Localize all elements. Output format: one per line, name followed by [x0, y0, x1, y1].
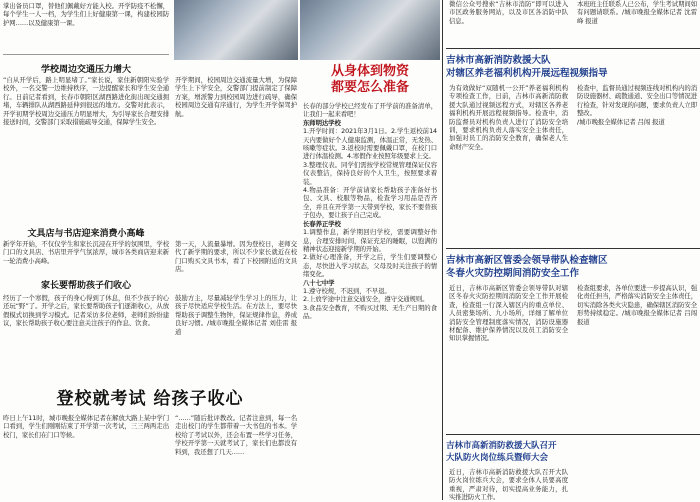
divider: [446, 434, 700, 435]
section-heading: 学校周边交通压力增大: [40, 65, 131, 75]
school-gate-photo: [300, 0, 440, 60]
school-gate-photo: [174, 0, 298, 60]
story-headline-line2: 对辖区养老福利机构开展远程视频指导: [446, 68, 608, 79]
divider: [446, 48, 700, 49]
article-text: 近日，吉林市高新区管委会领导带队对辖区冬春火灾防控期间消防安全工作开展检查，检查组一行深入辖区内的重点单位、人员密集场所、九小场所，详细了解单位消防安全管理制度落实情况，消防设施器材配备、维护保养情况以及员工消防安全知识掌握情况。: [449, 284, 568, 343]
article-text: 3.整理仪表。同学们需按学校常规管理保证仪容仪表整洁，保持良好的个人卫生，按照要求着装。: [303, 160, 437, 186]
article-text: 昨日上午11时，城市晚报全媒体记者在解放大路上某中学门口看到，学生们刚刚结束了开学第一次考试，三三两两走出校门，家长们在门口等候。: [3, 414, 169, 439]
subsection-heading: 八十七中学: [303, 278, 335, 287]
divider: [446, 248, 700, 249]
story-headline: [446, 254, 700, 280]
article-text: “……”随后批评教改。记者注意到，每一名走出校门的学生都带着一大书包的书本。学校给了考试以外，还会布置一些学习任务，学校开学第一天就考试了，家长们也都没有料到，我还想了几天……: [175, 414, 297, 456]
column-feature: [300, 0, 440, 500]
feature-title-line2: 都要怎么准备: [330, 80, 409, 95]
article-text: 3.食品安全教育，不购买过期、无生产日期的食品。: [303, 303, 437, 321]
article-text: 2.上放学途中注意交通安全，遵守交通规则。: [303, 295, 429, 304]
story-headline-line1: 吉林市高新区管委会领导带队检查辖区: [446, 255, 608, 266]
subsection-heading: 长春养正学校: [303, 219, 341, 228]
article-text: 为有效做好“双随机一公开”养老福利机构专项检查工作，日前，吉林市高新消防救援大队通过视频远程方式，对辖区各养老福利机构开展远程视频指导。检查中，消防监督员对机构负责人进行了消防安全培训，要求机构负责人落实安全主体责任，加强对员工的消防安全教育，确保老人生命财产安全。: [449, 84, 568, 151]
story-headline-line2: 大队防火岗位练兵暨师大会: [446, 453, 549, 463]
feature-title: [300, 64, 440, 96]
article-text: 第一天，人流量暴增。因为登校日，老师交代了新学期的要求，所以不少家长就近在校门口购买文具书本，看了下校园附近的文具店。: [175, 240, 297, 274]
article-text: 长春的部分学校已经发布了开学前的准备清单，让我们一起来看吧！: [303, 102, 437, 119]
byline: /城市晚报全媒体记者 吕闯 报道: [577, 117, 665, 126]
article-text: 1.开学时间：2021年3月1日。2.学生返校前14天内要做好个人健康监测，体温正常，无发热、咳嗽等症状。3.返校时需要佩戴口罩，在校门口进行体温检测。4.寒假作业按照年级要求上交。: [303, 127, 437, 161]
article-text: 1.调整作息，新学期回归学校，需要调整好作息，合理安排时间，保证充足的睡眠，以饱满的精神状态迎接新学期的开始。: [303, 228, 437, 253]
article-text: 1.遵守校规，不迟到，不早退。: [303, 286, 391, 295]
article-text: 4.物品准备：开学前请家长帮助孩子准备好书包、文具、校服等物品，检查学习用品是否齐全，并且在开学第一天带到学校，家长不要替孩子包办，要让孩子自己完成。: [303, 186, 437, 220]
article-text: 新学年开始，不仅仅学生和家长沉浸在开学的氛围里，学校门口的文具店、书店里开学气氛浓厚，城市各类商店迎来新一轮消费小高峰。: [3, 240, 169, 265]
column-right: [446, 0, 700, 500]
story-headline: [446, 54, 700, 80]
article-text: 检查中，监督员通过视频连线对机构内的消防设施器材、疏散通道、安全出口等情况进行检查，针对发现的问题，要求负责人立即整改。: [577, 84, 697, 118]
article-text: 本班班主任联系人已公布，学生考试期间如有问题请联系。/城市晚报全媒体记者 沈雷峰 报道: [577, 0, 697, 25]
article-text: 经历了一个寒假，孩子的身心得到了休息，但不少孩子的心还玩“野”了。开学之后，家长要帮助孩子们逐渐收心，从放假模式切换到学习模式。记者采访多位老师，老师们纷纷建议，家长帮助孩子收心要注意关注孩子的作息、饮食。: [3, 294, 169, 328]
article-text: “自从开学后，路上明显堵了。”家长说，家住新朝阳实验学校外，一名交警一边维持秩序，一边提醒家长和学生安全通行。日前记者看到，长春市朝阳区湖西路进化街出现交通拥堵，车辆排队从湖西路延伸到很远的地方。交警对此表示，开学初期学校周边交通压力明显增大，为引导家长合理安排接送时间，交警部门采取措施疏导交通，保障学生安全。: [3, 76, 169, 127]
section-heading: 文具店与书店迎来消费小高峰: [27, 229, 145, 239]
article-text: 检查组要求，各单位要进一步提高认识，强化责任担当，严格落实消防安全主体责任，切实消除各类火灾隐患，确保辖区消防安全形势持续稳定。/城市晚报全媒体记者 吕闯 报道: [577, 284, 697, 326]
story-headline-line1: 吉林市高新消防救援大队: [446, 55, 551, 66]
story-headline-line1: 吉林市高新消防救援大队召开: [446, 441, 557, 451]
subsection-heading: 东师明达学校: [303, 118, 341, 127]
divider: [3, 54, 169, 55]
article-text: 掌出备员口罩，替他们佩戴好方能入校。开学防疫不松懈，每个学生一人一档，为学生们上好健康第一课，构建校园防护网……以及健康第一课。: [3, 2, 169, 27]
article-text: 2.做好心理准备，开学之后，学生们要调整心态，尽快进入学习状态，父母及时关注孩子的情绪变化。: [303, 253, 437, 279]
column-divider: [442, 0, 443, 500]
story-headline-line2: 冬春火灾防控期间消防安全工作: [446, 268, 580, 279]
section-heading: 家长要帮助孩子们收心: [40, 281, 131, 291]
story-headline: [446, 440, 571, 464]
column-mid-left: [172, 0, 300, 500]
headline: 登校就考试 给孩子收心: [56, 389, 244, 409]
article-text: 开学期间，校园周边交通流量大增，为保障学生上下学安全，交警部门提前制定了保障方案，增派警力到校园周边进行疏导，确保校园周边交通有序通行，为学生开学保驾护航。: [175, 76, 297, 118]
feature-title-line1: 从身体到物资: [330, 64, 409, 79]
article-text: 鼓励方主，尽量减轻学生学习上的压力，让孩子尽快适应学校生活。在方法上，要尽快帮助孩子调整生物钟，保证规律作息，养成良好习惯。/城市晚报全媒体记者 刘佳雷 报道: [175, 294, 297, 336]
article-text: 微信公众号搜索“吉林市消防”即可以进入市区政务服务网站，以及市区各消防中队信息。: [449, 0, 568, 25]
article-text: 近日，吉林市高新消防救援大队召开大队防火岗位练兵大会，要求全体人员要高度重视，严肃对待，切实提高业务能力，扎实推进防火工作。: [449, 468, 568, 502]
